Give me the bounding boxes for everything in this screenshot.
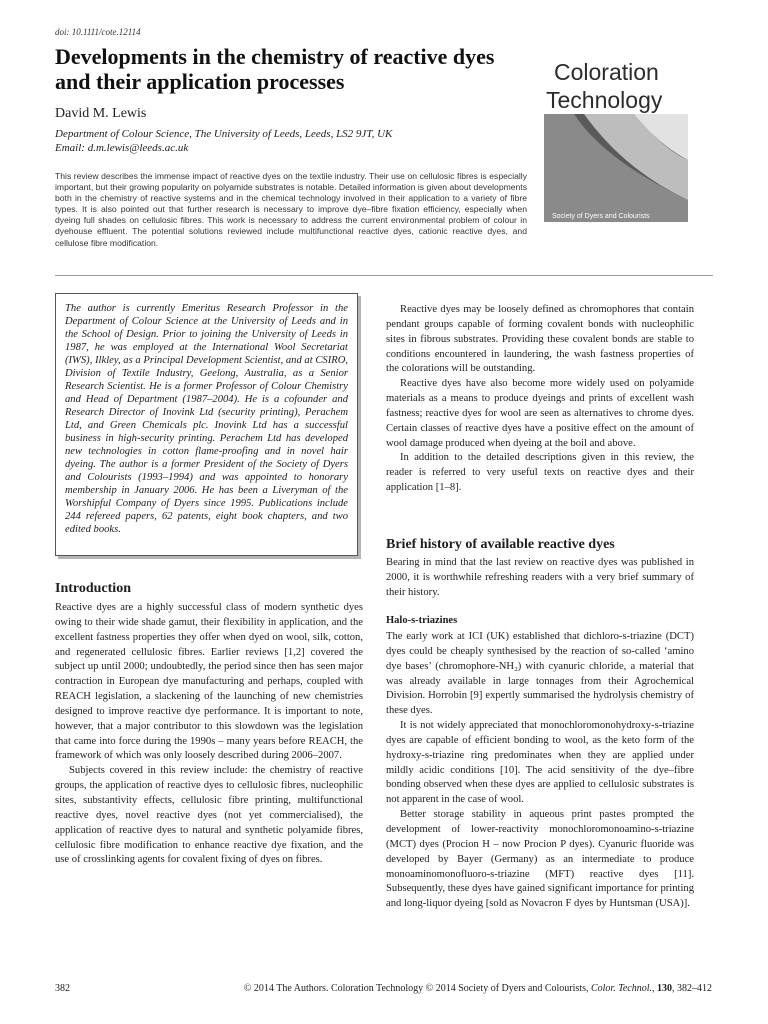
author-affiliation [55,127,515,155]
brief-history-heading: Brief history of available reactive dyes [386,537,615,552]
volume-number: 130 [657,983,672,994]
section-divider [55,275,713,276]
author-name: David M. Lewis [55,106,147,121]
article-title: Developments in the chemistry of reactive dyes and their application processes [55,44,495,94]
right-column-top [386,303,694,496]
introduction-heading: Introduction [55,581,131,596]
intro-paragraph-2: Subjects covered in this review include: the chemistry of reactive groups, the application of reactive dyes to cellulosic fibres, nucleophilic sites, substantivity effects, cellulosic fibre printing, multifunctional reactive dyes, novel reactive dyes (not yet commercialised), the application of reactive dyes to natural and synthetic polyamide fibres, cellulosic fibre modification to enhance reactive dye fixation, and the use of crosslinking agents for covalent fixing of dyes on fibres. [55,765,363,866]
affiliation-line: Department of Colour Science, The University of Leeds, Leeds, LS2 9JT, UK [55,128,393,140]
cover-publisher: Society of Dyers and Colourists [552,213,650,220]
halo-triazines-heading: Halo-s-triazines [386,615,458,626]
abstract: This review describes the immense impact of reactive dyes on the textile industry. Their use on cellulosic fibres is especially important, but their growing popularity on polyamide substrates is notable. Detailed information is given about developments both in the chemistry of reactive systems and in the chemical technology involved in their application to a variety of fibre types. It is also pointed out that further research is necessary to improve dye–fibre fixation efficiency, especially when dyeing full shades on cellulosic fibres. This work is necessary to address the current environmental problem of colour in dyehouse effluent. The potential solutions reviewed include multifunctional reactive dyes, cationic reactive dyes, and cellulose fibre modification. [55,171,527,248]
journal-abbrev: Color. Technol. [590,983,652,994]
journal-cover-art [544,50,688,222]
right-paragraph-6: It is not widely appreciated that monochloromonohydroxy-s-triazine dyes are capable of efficient bonding to wool, as the keto form of the hydroxy-s-triazine ring predominates when they are applied under mildly acidic conditions [10]. The acid sensitivity of the dye–fibre bonding observed when these dyes are applied to cellulosic substrates is not apparent in the case of wool. [386,720,694,806]
page-range: , 382–412 [672,983,712,994]
journal-cover [544,50,688,222]
intro-paragraph-1: Reactive dyes are a highly successful class of modern synthetic dyes owing to their wide shade gamut, their flexibility in application, and the excellent fastness properties they offer when dyed on wool, silk, cotton, and regenerated cellulosic fibres. Earlier reviews [1,2] covered the subject up until 2000; undoubtedly, the period since then has seen major contraction in European dye manufacturing and perhaps, coupled with REACH legislation, a slackening of the launching of new chemistries designed to improve reactive dye performance. It is important to note, however, that a major contributor to this slowdown was the legislation that came into force during the 1990s – many years before REACH, the framework of which was only loosely described during 2006–2007. [55,602,363,762]
author-email: Email: d.m.lewis@leeds.ac.uk [55,142,189,154]
cover-title-line2: Technology [546,87,663,113]
right-paragraph-2: Reactive dyes have also become more widely used on polyamide materials as a means to produce dyeings and prints of excellent wash fastness; reactive dyes for wool are seen as alternatives to chrome dyes. Certain classes of reactive dyes have a positive effect on the amount of wool damage produced when dyeing at the boil and above. [386,378,694,449]
right-column-mid [386,556,694,601]
right-paragraph-1: Reactive dyes may be loosely defined as chromophores that contain pendant groups capable of forming covalent bonds with nucleophilic sites in fibrous substrates. Providing these covalent bonds are stable to conditions encountered in laundering, the wash fastness properties of the colorations will be outstanding. [386,304,694,375]
author-bio-box [55,293,358,556]
right-column-bottom [386,630,694,912]
cover-title-line1: Coloration [554,59,659,85]
left-column [55,601,363,868]
copyright-text: © 2014 The Authors. Coloration Technology © 2014 Society of Dyers and Colourists, [243,983,591,994]
page-number: 382 [55,983,70,994]
doi-line: doi: 10.1111/cote.12114 [55,27,141,37]
right-paragraph-4: Bearing in mind that the last review on reactive dyes was published in 2000, it is worthwhile refreshing readers with a very brief summary of their history. [386,557,694,598]
volume-separator: , [652,983,657,994]
right-paragraph-3: In addition to the detailed descriptions given in this review, the reader is referred to very useful texts on reactive dyes and their application [1–8]. [386,452,694,494]
right-paragraph-5: The early work at ICI (UK) established that dichloro-s-triazine (DCT) dyes could be cheaply synthesised by the reaction of so-called ‘amino dye bases’ (chromophore-NH₂) with cyanuric chloride, a material that was already available in large tonnages from their Agrochemical Division. Horrobin [9] expertly summarised the hydrolysis chemistry of these dyes. [386,631,694,717]
author-bio: The author is currently Emeritus Research Professor in the Department of Colour Science at the University of Leeds and in the School of Design. Prior to joining the University of Leeds in 1987, he was employed at the International Wool Secretariat (IWS), Ilkley, as a Principal Development Scientist, and at CSIRO, Division of Textile Industry, Geelong, Australia, as a Senior Research Scientist. He is a former Professor of Colour Chemistry and Head of Department (1987–2004). He is a cofounder and Research Director of Inovink Ltd (security printing), Perachem Ltd, and Green Chemicals plc. Inovink Ltd has a successful business in high-security printing. Perachem Ltd has developed new technologies in cotton flame-proofing and in novel hair dyeing. The author is a former President of the Society of Dyers and Colourists (1993–1994) and was appointed to honorary membership in January 2006. He has been a Liveryman of the Worshipful Company of Dyers since 1995. Publications include 244 refereed papers, 62 patents, eight book chapters, and two edited books. [65,303,348,535]
footer-copyright [244,983,712,994]
right-paragraph-7: Better storage stability in aqueous print pastes prompted the development of lower-reactivity monochloromonoamino-s-triazine (MCT) dyes (Procion H – now Procion P dyes). Cyanuric fluoride was developed by Bayer (Germany) as an intermediate to produce monoaminomonofluoro-s-triazine (MFT) reactive dyes [11]. Subsequently, these dyes have gained significant importance for printing and long-liquor dyeing [sold as Novacron F dyes by Huntsman (USA)]. [386,809,694,910]
